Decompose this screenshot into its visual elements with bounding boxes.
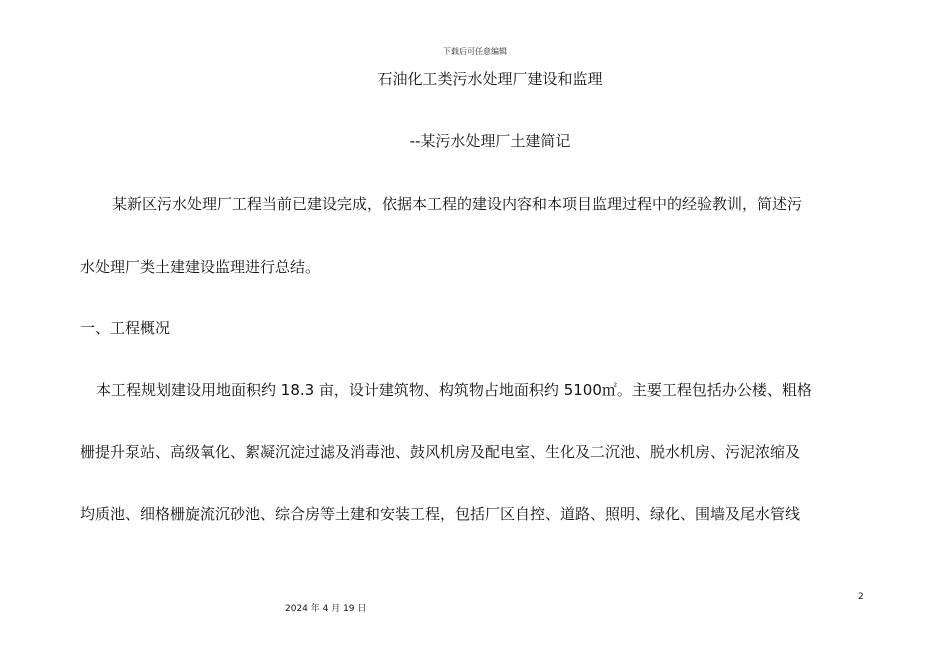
section-heading: 一、工程概况 [80,319,171,337]
header-note: 下载后可任意编辑 [443,47,507,56]
document-subtitle: --某污水处理厂土建简记 [409,132,571,150]
page-number: 2 [858,592,864,602]
section-line-2: 栅提升泵站、高级氧化、絮凝沉淀过滤及消毒池、鼓风机房及配电室、生化及二沉池、脱水机房、污泥浓缩及 [80,443,801,461]
section-line-1: 本工程规划建设用地面积约 18.3 亩，设计建筑物、构筑物占地面积约 5100㎡。主要工程包括办公楼、粗格 [96,381,812,399]
document-title: 石油化工类污水处理厂建设和监理 [377,70,603,88]
intro-line-1: 某新区污水处理厂工程当前已建设完成，依据本工程的建设内容和本项目监理过程中的经验教训，简述污 [112,195,803,213]
footer-date: 2024 年 4 月 19 日 [285,604,367,614]
section-line-3: 均质池、细格栅旋流沉砂池、综合房等土建和安装工程，包括厂区自控、道路、照明、绿化、围墙及尾水管线 [80,505,801,523]
intro-line-2: 水处理厂类土建建设监理进行总结。 [80,258,321,276]
